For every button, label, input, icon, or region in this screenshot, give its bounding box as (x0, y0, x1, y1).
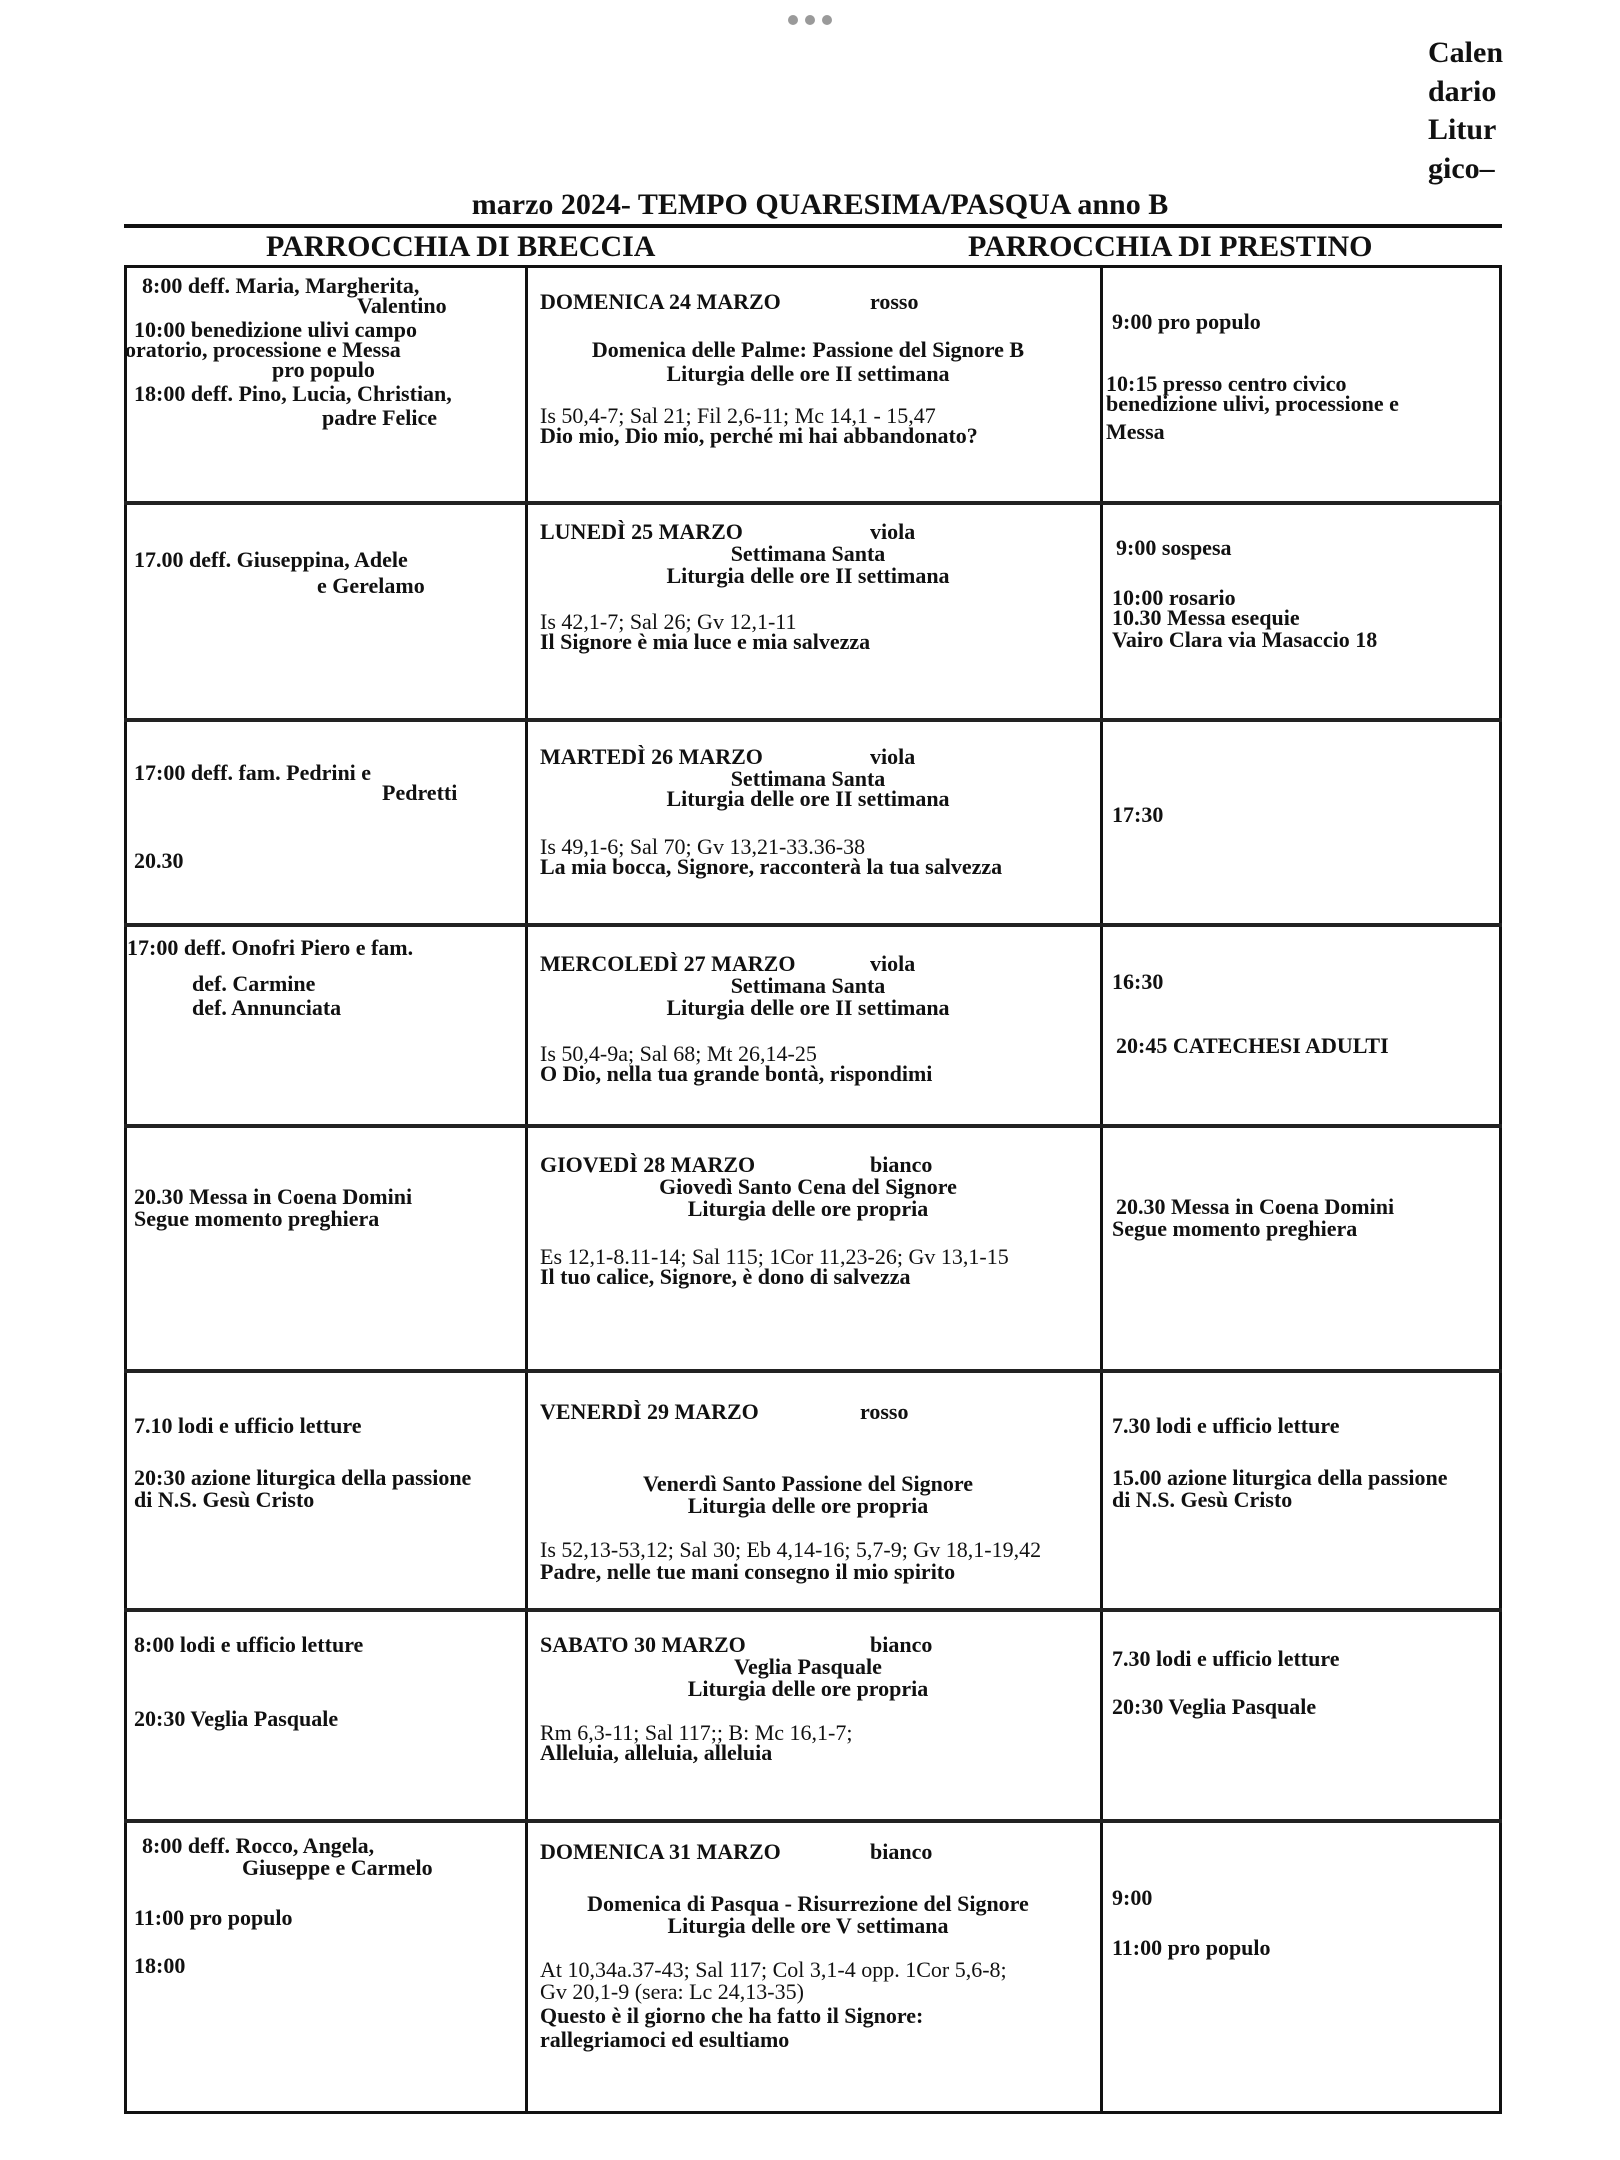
dot (788, 15, 798, 25)
side-title-line: Litur (1428, 113, 1497, 146)
liturgical-color: viola (870, 744, 916, 769)
feast-line: Settimana Santa (730, 766, 886, 791)
feast-line: Liturgia delle ore propria (687, 1676, 929, 1701)
breccia-mass-line: 8:00 deff. Rocco, Angela, (142, 1833, 375, 1858)
breccia-mass-line: 8:00 deff. Maria, Margherita, (142, 273, 420, 298)
readings-line: Is 50,4-9a; Sal 68; Mt 26,14-25 (540, 1041, 817, 1066)
psalm-response: La mia bocca, Signore, racconterà la tua salvezza (540, 854, 1003, 879)
prestino-mass-line: 17:30 (1112, 802, 1164, 827)
page-title: marzo 2024- TEMPO QUARESIMA/PASQUA anno B (471, 188, 1169, 221)
liturgical-color: bianco (870, 1839, 933, 1864)
breccia-mass-line: padre Felice (322, 405, 438, 430)
prestino-mass-line: 10.30 Messa esequie (1112, 605, 1300, 630)
feast-line: Domenica di Pasqua - Risurrezione del Signore (587, 1891, 1029, 1916)
feast-line: Liturgia delle ore II settimana (666, 786, 950, 811)
psalm-response: Padre, nelle tue mani consegno il mio spirito (540, 1559, 956, 1584)
feast-line: Domenica delle Palme: Passione del Signore B (591, 337, 1025, 362)
prestino-mass-line: 20.30 Messa in Coena Domini (1116, 1194, 1395, 1219)
prestino-mass-line: 10:00 rosario (1112, 585, 1236, 610)
dot (805, 15, 815, 25)
breccia-mass-line: oratorio, processione e Messa (125, 337, 401, 362)
breccia-mass-line: Segue momento preghiera (134, 1206, 380, 1231)
prestino-mass-line: Vairo Clara via Masaccio 18 (1112, 627, 1378, 652)
parish-prestino-heading: PARROCCHIA DI PRESTINO (968, 230, 1373, 263)
day-heading: VENERDÌ 29 MARZO (540, 1399, 759, 1424)
feast-line: Venerdì Santo Passione del Signore (642, 1471, 974, 1496)
prestino-mass-line: 7.30 lodi e ufficio letture (1112, 1413, 1340, 1438)
breccia-mass-line: def. Annunciata (192, 995, 342, 1020)
title-rule (124, 224, 1502, 228)
row-divider (124, 1819, 1502, 1823)
side-title-line: dario (1428, 74, 1497, 108)
breccia-mass-line: pro populo (272, 357, 375, 382)
feast-line: Liturgia delle ore II settimana (666, 361, 950, 386)
row-divider (124, 501, 1502, 505)
liturgical-color: viola (870, 951, 916, 976)
breccia-mass-line: 10:00 benedizione ulivi campo (134, 317, 417, 342)
prestino-mass-line: 9:00 sospesa (1116, 535, 1232, 560)
side-title (1428, 34, 1518, 188)
readings-line: Gv 20,1-9 (sera: Lc 24,13-35) (540, 1979, 804, 2004)
liturgical-color: rosso (860, 1399, 909, 1424)
psalm-response: Questo è il giorno che ha fatto il Signore: (540, 2003, 924, 2028)
prestino-mass-line: 20:45 CATECHESI ADULTI (1116, 1033, 1389, 1058)
breccia-mass-line: 20:30 Veglia Pasquale (134, 1706, 339, 1731)
psalm-response: Il tuo calice, Signore, è dono di salvezza (540, 1264, 911, 1289)
feast-line: Liturgia delle ore propria (687, 1196, 929, 1221)
breccia-mass-line: 17.00 deff. Giuseppina, Adele (134, 547, 408, 572)
readings-line: Is 42,1-7; Sal 26; Gv 12,1-11 (540, 609, 797, 634)
psalm-response: O Dio, nella tua grande bontà, rispondimi (540, 1061, 933, 1086)
breccia-mass-line: 8:00 lodi e ufficio letture (134, 1632, 364, 1657)
row-divider (124, 1369, 1502, 1373)
day-heading: MARTEDÌ 26 MARZO (540, 744, 763, 769)
liturgical-color: bianco (870, 1152, 933, 1177)
prestino-mass-line: benedizione ulivi, processione e (1106, 391, 1399, 416)
breccia-mass-line: 17:00 deff. fam. Pedrini e (134, 760, 372, 785)
readings-line: Es 12,1-8.11-14; Sal 115; 1Cor 11,23-26; Gv 13,1-15 (540, 1244, 1009, 1269)
column-divider (525, 265, 528, 2114)
side-title-line: gico– (1428, 151, 1495, 185)
readings-line: Is 50,4-7; Sal 21; Fil 2,6-11; Mc 14,1 - 15,47 (540, 403, 936, 428)
day-heading: DOMENICA 31 MARZO (540, 1839, 781, 1864)
row-divider (124, 1608, 1502, 1612)
liturgical-color: viola (870, 519, 916, 544)
column-divider (1100, 265, 1103, 2114)
breccia-mass-line: 20.30 (134, 848, 184, 873)
breccia-mass-line: def. Carmine (192, 971, 316, 996)
breccia-mass-line: Pedretti (382, 780, 458, 805)
breccia-mass-line: 17:00 deff. Onofri Piero e fam. (127, 935, 414, 960)
breccia-mass-line: 11:00 pro populo (134, 1905, 293, 1930)
feast-line: Liturgia delle ore propria (687, 1493, 929, 1518)
prestino-mass-line: Messa (1106, 419, 1165, 444)
breccia-mass-line: 7.10 lodi e ufficio letture (134, 1413, 362, 1438)
prestino-mass-line: 20:30 Veglia Pasquale (1112, 1694, 1317, 1719)
prestino-mass-line: 10:15 presso centro civico (1106, 371, 1347, 396)
readings-line: Is 52,13-53,12; Sal 30; Eb 4,14-16; 5,7-9; Gv 18,1-19,42 (540, 1537, 1042, 1562)
row-divider (124, 718, 1502, 722)
feast-line: Giovedì Santo Cena del Signore (659, 1174, 957, 1199)
side-title-line: Calen (1428, 36, 1503, 69)
prestino-mass-line: 15.00 azione liturgica della passione (1112, 1465, 1448, 1490)
prestino-mass-line: Segue momento preghiera (1112, 1216, 1358, 1241)
liturgical-color: rosso (870, 289, 919, 314)
readings-line: At 10,34a.37-43; Sal 117; Col 3,1-4 opp. 1Cor 5,6-8; (540, 1957, 1007, 1982)
day-heading: LUNEDÌ 25 MARZO (540, 519, 743, 544)
psalm-response: Il Signore è mia luce e mia salvezza (540, 629, 871, 654)
prestino-mass-line: 7.30 lodi e ufficio letture (1112, 1646, 1340, 1671)
feast-line: Settimana Santa (730, 973, 886, 998)
day-heading: MERCOLEDÌ 27 MARZO (540, 951, 796, 976)
prestino-mass-line: 9:00 (1112, 1885, 1153, 1910)
row-divider (124, 1124, 1502, 1128)
more-options-icon[interactable] (788, 15, 832, 25)
breccia-mass-line: Valentino (357, 293, 447, 318)
feast-line: Liturgia delle ore II settimana (666, 995, 950, 1020)
breccia-mass-line: 20.30 Messa in Coena Domini (134, 1184, 413, 1209)
breccia-mass-line: 18:00 (134, 1953, 186, 1978)
psalm-response: rallegriamoci ed esultiamo (540, 2027, 790, 2052)
feast-line: Liturgia delle ore II settimana (666, 563, 950, 588)
day-heading: SABATO 30 MARZO (540, 1632, 746, 1657)
feast-line: Veglia Pasquale (734, 1654, 882, 1679)
breccia-mass-line: 20:30 azione liturgica della passione (134, 1465, 472, 1490)
psalm-response: Dio mio, Dio mio, perché mi hai abbandonato? (540, 423, 978, 448)
psalm-response: Alleluia, alleluia, alleluia (540, 1740, 773, 1765)
readings-line: Rm 6,3-11; Sal 117;; B: Mc 16,1-7; (540, 1720, 853, 1745)
dot (822, 15, 832, 25)
day-heading: DOMENICA 24 MARZO (540, 289, 781, 314)
prestino-mass-line: di N.S. Gesù Cristo (1112, 1487, 1293, 1512)
liturgical-color: bianco (870, 1632, 933, 1657)
breccia-mass-line: e Gerelamo (317, 573, 425, 598)
row-divider (124, 923, 1502, 927)
feast-line: Liturgia delle ore V settimana (667, 1913, 949, 1938)
prestino-mass-line: 9:00 pro populo (1112, 309, 1261, 334)
prestino-mass-line: 11:00 pro populo (1112, 1935, 1271, 1960)
breccia-mass-line: Giuseppe e Carmelo (242, 1855, 433, 1880)
day-heading: GIOVEDÌ 28 MARZO (540, 1152, 756, 1177)
parish-breccia-heading: PARROCCHIA DI BRECCIA (266, 230, 656, 263)
prestino-mass-line: 16:30 (1112, 969, 1164, 994)
readings-line: Is 49,1-6; Sal 70; Gv 13,21-33.36-38 (540, 834, 866, 859)
breccia-mass-line: 18:00 deff. Pino, Lucia, Christian, (134, 381, 452, 406)
breccia-mass-line: di N.S. Gesù Cristo (134, 1487, 315, 1512)
feast-line: Settimana Santa (730, 541, 886, 566)
